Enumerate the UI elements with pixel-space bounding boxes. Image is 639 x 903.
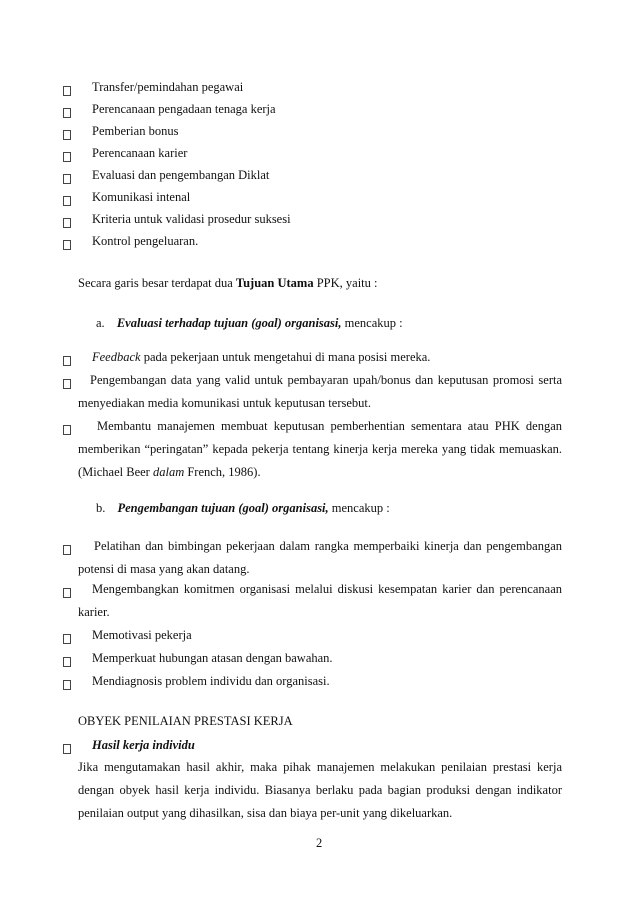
list-item: Perencanaan pengadaan tenaga kerja [92,102,276,116]
bullet-box-icon [63,356,71,366]
bullet-box-icon [63,634,71,644]
list-item-line: menyediakan media komunikasi untuk keputusan tersebut. [78,396,371,410]
bullet-box-icon [63,130,71,140]
bullet-box-icon [63,545,71,555]
list-item: Perencanaan karier [92,146,188,160]
list-item: Memperkuat hubungan atasan dengan bawahan. [92,651,333,665]
section-a-marker: a. [96,316,105,330]
list-item-line: karier. [78,605,110,619]
list-item: Mendiagnosis problem individu dan organisasi. [92,674,330,688]
section-b-title: Pengembangan tujuan (goal) organisasi, [117,501,329,515]
bullet-box-icon [63,657,71,667]
bullet-box-icon [63,86,71,96]
bullet-box-icon [63,379,71,389]
list-item-line: memberikan “peringatan” kepada pekerja tentang kinerja kerja mereka yang tidak memuaskan. [78,442,562,456]
list-item: Feedback pada pekerjaan untuk mengetahui di mana posisi mereka. [92,350,431,364]
paragraph-line: penilaian output yang dihasilkan, sisa dan biaya per-unit yang dikeluarkan. [78,806,453,820]
list-item: Evaluasi dan pengembangan Diklat [92,168,270,182]
bullet-box-icon [63,174,71,184]
section-b-marker: b. [96,501,106,515]
section-heading: OBYEK PENILAIAN PRESTASI KERJA [78,714,293,728]
intro-paragraph: Secara garis besar terdapat dua Tujuan Utama PPK, yaitu : [78,276,378,290]
bullet-box-icon [63,240,71,250]
list-item-line: Membantu manajemen membuat keputusan pemberhentian sementara atau PHK dengan [97,419,562,433]
section-a-heading: a. Evaluasi terhadap tujuan (goal) organisasi, mencakup : [96,316,403,330]
list-item: Pemberian bonus [92,124,179,138]
list-item-line: Mengembangkan komitmen organisasi melalui diskusi kesempatan karier dan perencanaan [92,582,562,596]
list-item: Transfer/pemindahan pegawai [92,80,244,94]
list-item-line: potensi di masa yang akan datang. [78,562,250,576]
list-item: Kontrol pengeluaran. [92,234,199,248]
section-a-title: Evaluasi terhadap tujuan (goal) organisasi, [116,316,342,330]
subsection-title: Hasil kerja individu [92,738,195,752]
list-item-line: (Michael Beer dalam French, 1986). [78,465,261,479]
list-item-line: Pengembangan data yang valid untuk pembayaran upah/bonus dan keputusan promosi serta [90,373,562,387]
bullet-box-icon [63,588,71,598]
section-b-heading: b. Pengembangan tujuan (goal) organisasi, mencakup : [96,501,390,515]
bullet-box-icon [63,108,71,118]
bullet-box-icon [63,425,71,435]
list-item: Memotivasi pekerja [92,628,192,642]
intro-bold-term: Tujuan Utama [235,276,314,290]
page-number: 2 [316,836,323,850]
paragraph-line: dengan obyek hasil kerja individu. Biasanya berlaku pada bagian produksi dengan indikator [78,783,562,797]
bullet-box-icon [63,152,71,162]
list-item: Kriteria untuk validasi prosedur suksesi [92,212,291,226]
bullet-box-icon [63,680,71,690]
bullet-box-icon [63,196,71,206]
list-item-line: Pelatihan dan bimbingan pekerjaan dalam rangka memperbaiki kinerja dan pengembangan [94,539,562,553]
bullet-box-icon [63,744,71,754]
bullet-box-icon [63,218,71,228]
paragraph-line: Jika mengutamakan hasil akhir, maka pihak manajemen melakukan penilaian prestasi kerja [78,760,562,774]
list-item: Komunikasi intenal [92,190,191,204]
